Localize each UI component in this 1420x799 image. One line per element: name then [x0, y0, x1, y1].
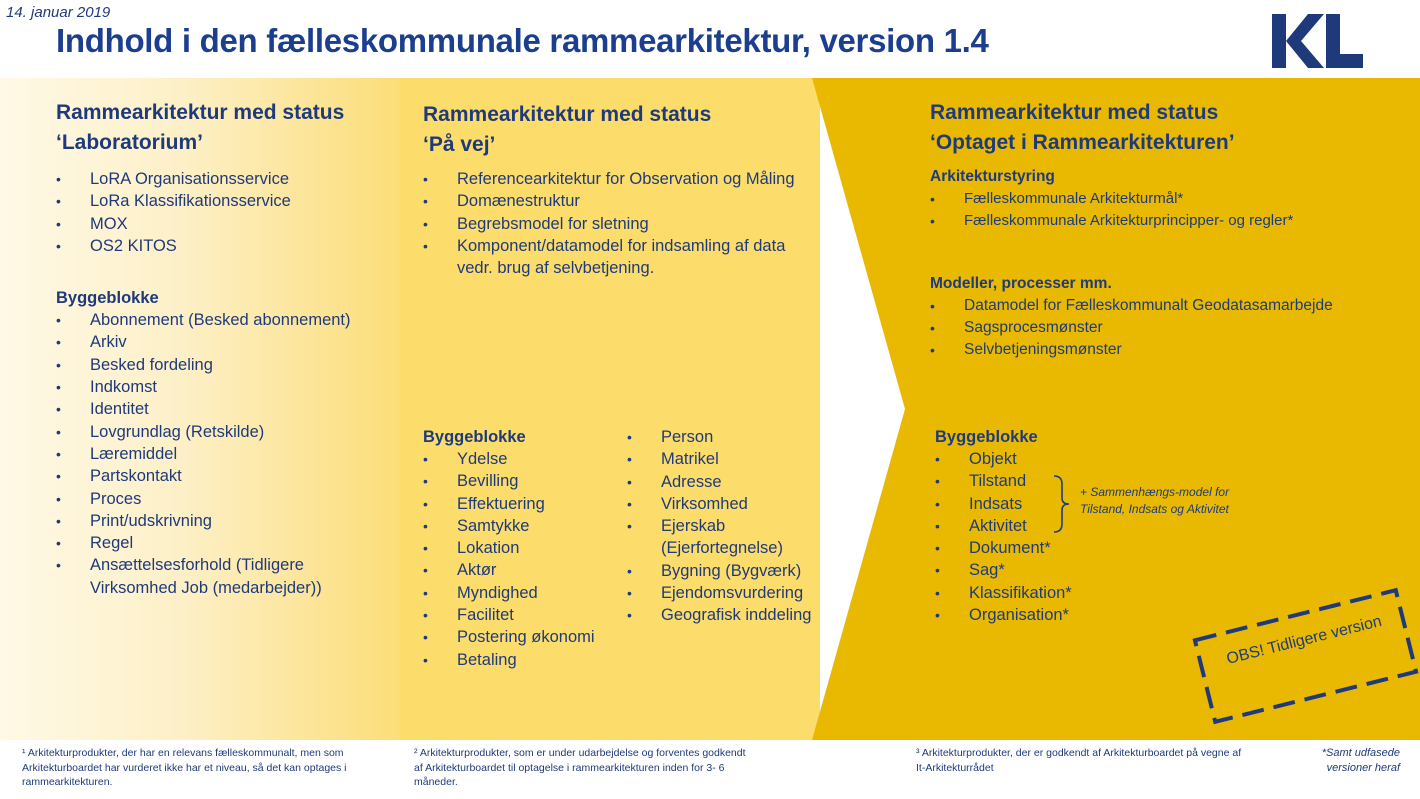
list-item: • Ansættelsesforhold (Tidligere Virksomhed Job (medarbejder)) — [56, 554, 340, 599]
list-item: • Datamodel for Fælleskommunalt Geodatasamarbejde — [930, 295, 1400, 317]
list-item: • Postering økonomi — [423, 626, 623, 648]
col2-list — [423, 168, 823, 279]
page-title: Indhold i den fælleskommunale rammearkitektur, version 1.4 — [56, 22, 989, 59]
col2-blocks-list-b — [627, 426, 837, 627]
list-item: • LoRa Klassifikationsservice — [56, 190, 396, 212]
footnote-1: ¹ Arkitekturprodukter, der har en relevans fælleskommunalt, men som Arkitekturboardet har vurderet ikke har et niveau, så det kan optages i rammearkitekturen. — [22, 747, 347, 788]
col1-heading-2: ‘Laboratorium’ — [56, 131, 204, 154]
list-item: • Aktivitet — [935, 515, 1085, 537]
list-item: • Sag* — [935, 559, 1085, 581]
footnote-2: ² Arkitekturprodukter, som er under udarbejdelse og forventes godkendt af Arkitekturboardet til optagelse i rammearkitekturen inden for 3- 6 måneder. — [414, 747, 746, 788]
col3-sec1-list — [930, 188, 1400, 233]
list-item: • Myndighed — [423, 582, 623, 604]
column-paa-vej — [423, 100, 823, 279]
list-item: • MOX — [56, 213, 396, 235]
brace-note: + Sammenhængs-model for Tilstand, Indsats og Aktivitet — [1080, 485, 1230, 516]
list-item: • Komponent/datamodel for indsamling af data vedr. brug af selvbetjening. — [423, 235, 812, 280]
list-item: • Læremiddel — [56, 443, 396, 465]
list-item: • Print/udskrivning — [56, 510, 396, 532]
obs-stamp — [1198, 610, 1413, 702]
list-item: • Partskontakt — [56, 465, 396, 487]
col2-blocks-list-a — [423, 448, 623, 671]
list-item: • Begrebsmodel for sletning — [423, 213, 823, 235]
list-item: • Ejerskab (Ejerfortegnelse) — [627, 515, 811, 560]
list-item: • Matrikel — [627, 448, 837, 470]
col3-sec2-list — [930, 295, 1400, 362]
kl-logo — [1270, 10, 1365, 72]
date-label: 14. januar 2019 — [6, 4, 111, 21]
col1-blocks-list — [56, 309, 396, 599]
list-item: • Adresse — [627, 471, 837, 493]
list-item: • Organisation* — [935, 604, 1085, 626]
list-item: • LoRA Organisationsservice — [56, 168, 396, 190]
list-item: • Betaling — [423, 649, 623, 671]
list-item: • Person — [627, 426, 837, 448]
column-optaget — [930, 98, 1400, 361]
list-item: • Indkomst — [56, 376, 396, 398]
list-item: • Effektuering — [423, 493, 623, 515]
col1-blocks-title: Byggeblokke — [56, 289, 159, 308]
list-item: • Lokation — [423, 537, 623, 559]
column-laboratorium — [56, 98, 396, 599]
list-item: • Geografisk inddeling — [627, 604, 837, 626]
col3-heading-2: ‘Optaget i Rammearkitekturen’ — [930, 131, 1235, 154]
list-item: • Tilstand — [935, 470, 1085, 492]
col2-blocks-b — [627, 426, 837, 627]
list-item: • Referencearkitektur for Observation og Måling — [423, 168, 823, 190]
col1-heading-1: Rammearkitektur med status — [56, 101, 345, 124]
list-item: • Ydelse — [423, 448, 623, 470]
list-item: • Lovgrundlag (Retskilde) — [56, 421, 396, 443]
list-item: • Virksomhed — [627, 493, 837, 515]
list-item: • Abonnement (Besked abonnement) — [56, 309, 396, 331]
footnote-4: *Samt udfasede versioner heraf — [1321, 747, 1400, 774]
list-item: • Domænestruktur — [423, 190, 823, 212]
list-item: • Aktør — [423, 559, 623, 581]
list-item: • Indsats — [935, 493, 1085, 515]
col2-heading-2: ‘På vej’ — [423, 133, 496, 156]
list-item: • Ejendomsvurdering — [627, 582, 837, 604]
col2-heading-1: Rammearkitektur med status — [423, 103, 712, 126]
list-item: • Klassifikation* — [935, 582, 1085, 604]
list-item: • Objekt — [935, 448, 1085, 470]
list-item: • Fælleskommunale Arkitekturmål* — [930, 188, 1400, 210]
list-item: • Bevilling — [423, 470, 623, 492]
list-item: • Bygning (Bygværk) — [627, 560, 837, 582]
col3-sec1-title: Arkitekturstyring — [930, 168, 1055, 185]
right-brace-icon — [1052, 474, 1072, 534]
col1-list — [56, 168, 396, 257]
list-item: • Regel — [56, 532, 396, 554]
col2-blocks-title: Byggeblokke — [423, 428, 526, 446]
list-item: • Identitet — [56, 398, 396, 420]
col3-heading-1: Rammearkitektur med status — [930, 101, 1219, 124]
col3-blocks-title: Byggeblokke — [935, 428, 1038, 446]
col2-blocks-a — [423, 426, 623, 671]
list-item: • Arkiv — [56, 331, 396, 353]
list-item: • Facilitet — [423, 604, 623, 626]
list-item: • Dokument* — [935, 537, 1085, 559]
list-item: • Sagsprocesmønster — [930, 317, 1400, 339]
list-item: • Proces — [56, 488, 396, 510]
list-item: • Selvbetjeningsmønster — [930, 339, 1400, 361]
col3-sec2-title: Modeller, processer mm. — [930, 274, 1112, 292]
list-item: • Samtykke — [423, 515, 623, 537]
list-item: • OS2 KITOS — [56, 235, 396, 257]
list-item: • Besked fordeling — [56, 354, 396, 376]
stamp-text: OBS! Tidligere version — [1224, 612, 1384, 668]
footnote-3: ³ Arkitekturprodukter, der er godkendt af Arkitekturboardet på vegne af It-Arkitekturrådet — [916, 747, 1242, 774]
list-item: • Fælleskommunale Arkitekturprincipper- og regler* — [930, 210, 1400, 232]
